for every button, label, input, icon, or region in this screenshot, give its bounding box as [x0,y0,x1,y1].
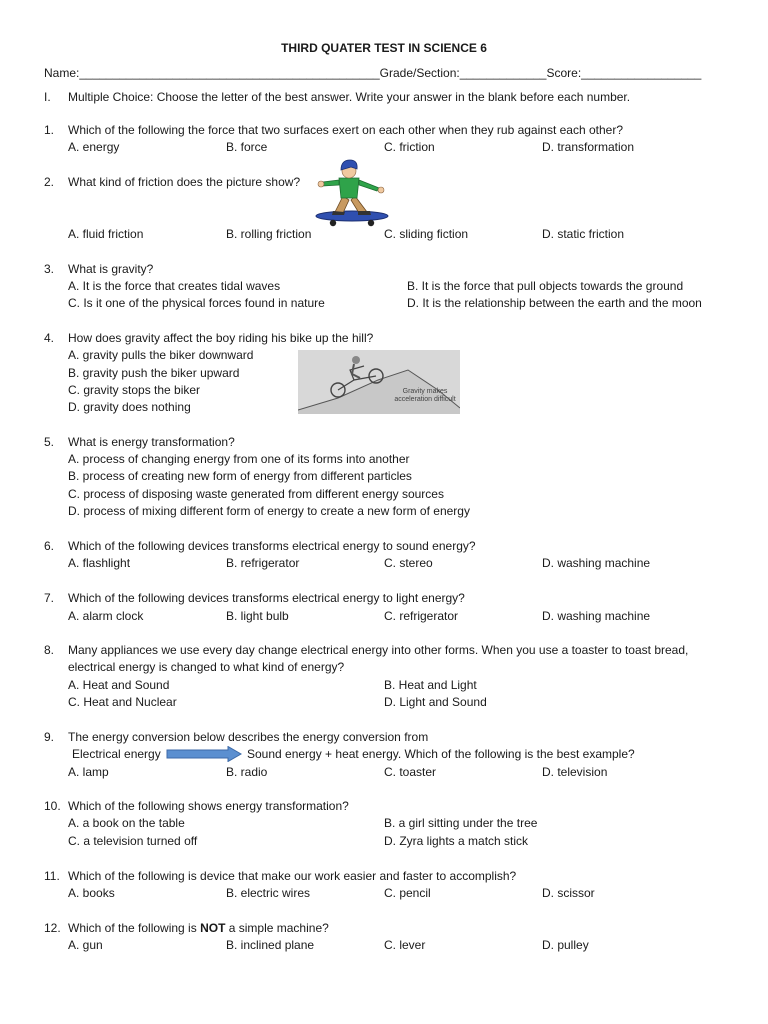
option-d[interactable]: D. pulley [542,938,589,952]
question-number: 9. [44,730,55,744]
question-text: What is gravity? [68,262,154,276]
option-c[interactable]: C. friction [384,140,435,154]
question-number: 11. [44,869,60,883]
option-c[interactable]: C. toaster [384,765,437,779]
question-number: 3. [44,262,55,276]
page-title: THIRD QUATER TEST IN SCIENCE 6 [281,41,487,55]
option-c[interactable]: C. a television turned off [68,834,198,848]
option-d[interactable]: D. scissor [542,886,595,900]
question-number: 7. [44,591,55,605]
option-a[interactable]: A. gravity pulls the biker downward [68,348,254,362]
option-b[interactable]: B. It is the force that pull objects towards the ground [407,279,684,293]
option-b[interactable]: B. process of creating new form of energy from different particles [68,469,412,483]
question-text-line-2: electrical energy is changed to what kind of energy? [68,660,345,674]
option-c[interactable]: C. process of disposing waste generated from different energy sources [68,487,444,501]
option-c[interactable]: C. refrigerator [384,609,459,623]
option-a[interactable]: A. lamp [68,765,109,779]
option-a[interactable]: A. process of changing energy from one of its forms into another [68,452,410,466]
option-b[interactable]: B. radio [226,765,268,779]
option-b[interactable]: B. electric wires [226,886,311,900]
option-d[interactable]: D. television [542,765,608,779]
option-b[interactable]: B. rolling friction [226,227,312,241]
question-number: 10. [44,799,61,813]
conversion-from: Electrical energy [72,747,161,761]
option-c[interactable]: C. pencil [384,886,431,900]
option-a[interactable]: A. flashlight [68,556,131,570]
option-c[interactable]: C. gravity stops the biker [68,383,201,397]
header-fields[interactable]: Name:_____________________________________________Grade/Section:_____________Score:__________________ [44,66,702,80]
question-number: 12. [44,921,61,935]
option-b[interactable]: B. a girl sitting under the tree [384,816,538,830]
option-d[interactable]: D. static friction [542,227,625,241]
option-d[interactable]: D. washing machine [542,556,651,570]
option-a[interactable]: A. a book on the table [68,816,185,830]
option-c[interactable]: C. sliding fiction [384,227,469,241]
option-c[interactable]: C. Is it one of the physical forces found in nature [68,296,325,310]
section-number: I. [44,90,51,104]
image-caption: Gravity makes acceleration difficult [394,388,456,403]
option-d[interactable]: D. Light and Sound [384,695,487,709]
question-number: 2. [44,175,55,189]
option-b[interactable]: B. gravity push the biker upward [68,366,240,380]
hill-bike-icon [298,350,460,414]
option-d[interactable]: D. transformation [542,140,635,154]
option-d[interactable]: D. process of mixing different form of energy to create a new form of energy [68,504,470,518]
option-d[interactable]: D. washing machine [542,609,651,623]
biker-illustration [298,350,460,414]
question-text-post: a simple machine? [225,921,329,935]
question-number: 8. [44,643,55,657]
option-a[interactable]: A. Heat and Sound [68,678,170,692]
question-text: Many appliances we use every day change electrical energy into other forms. When you use a toaster to toast bread, [68,643,689,657]
option-a[interactable]: A. It is the force that creates tidal waves [68,279,281,293]
option-a[interactable]: A. books [68,886,115,900]
option-a[interactable]: A. alarm clock [68,609,144,623]
question-number: 1. [44,123,55,137]
question-text-pre: Which of the following is [68,921,201,935]
option-c[interactable]: C. Heat and Nuclear [68,695,177,709]
question-text: Which of the following shows energy transformation? [68,799,349,813]
option-b[interactable]: B. Heat and Light [384,678,477,692]
question-text: What kind of friction does the picture show? [68,175,301,189]
option-b[interactable]: B. force [226,140,268,154]
option-c[interactable]: C. stereo [384,556,433,570]
option-d[interactable]: D. It is the relationship between the earth and the moon [407,296,702,310]
option-a[interactable]: A. energy [68,140,120,154]
section-instruction: Multiple Choice: Choose the letter of the best answer. Write your answer in the blank before each number. [68,90,631,104]
option-b[interactable]: B. inclined plane [226,938,315,952]
option-b[interactable]: B. light bulb [226,609,289,623]
question-number: 5. [44,435,55,449]
option-d[interactable]: D. gravity does nothing [68,400,191,414]
question-text: What is energy transformation? [68,435,235,449]
question-text: Which of the following the force that two surfaces exert on each other when they rub against each other? [68,123,623,137]
option-c[interactable]: C. lever [384,938,426,952]
question-number: 6. [44,539,55,553]
option-a[interactable]: A. gun [68,938,103,952]
question-text: Which of the following devices transforms electrical energy to light energy? [68,591,465,605]
option-d[interactable]: D. Zyra lights a match stick [384,834,529,848]
option-b[interactable]: B. refrigerator [226,556,300,570]
conversion-to: Sound energy + heat energy. Which of the following is the best example? [247,747,635,761]
question-number: 4. [44,331,55,345]
skateboarder-illustration [315,158,390,228]
right-arrow-icon [166,746,242,762]
emphasis-not: NOT [200,921,226,935]
question-text: The energy conversion below describes the energy conversion from [68,730,429,744]
option-a[interactable]: A. fluid friction [68,227,144,241]
question-text: Which of the following devices transforms electrical energy to sound energy? [68,539,476,553]
question-text: Which of the following is device that make our work easier and faster to accomplish? [68,869,517,883]
question-text [68,920,329,936]
question-text: How does gravity affect the boy riding his bike up the hill? [68,331,374,345]
